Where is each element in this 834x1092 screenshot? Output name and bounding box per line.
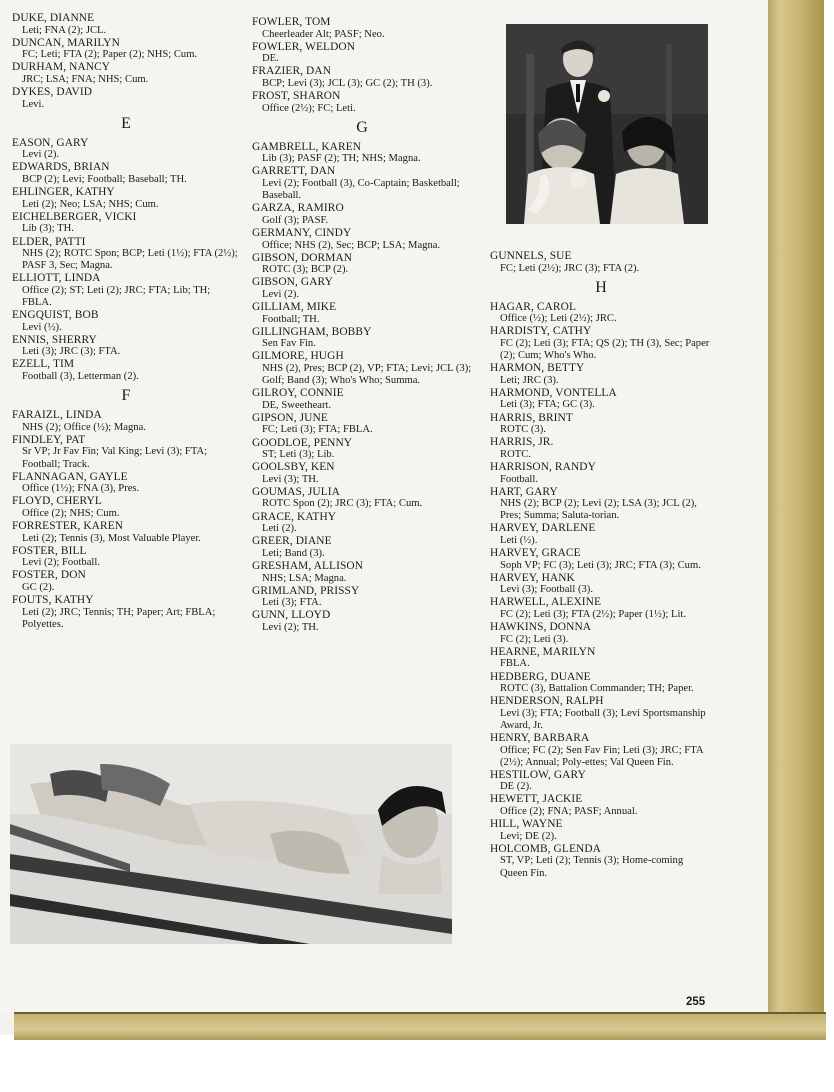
student-activities: ROTC (3). bbox=[500, 424, 546, 436]
student-activities: Levi (3); TH. bbox=[262, 473, 319, 485]
senior-entry bbox=[252, 609, 472, 634]
student-name: EICHELBERGER, VICKI bbox=[12, 210, 137, 223]
senior-entry bbox=[490, 769, 712, 794]
student-activities: Office (2); FNA; PASF; Annual. bbox=[500, 806, 638, 818]
student-name: HARMON, BETTY bbox=[490, 362, 585, 375]
student-name: DURHAM, NANCY bbox=[12, 61, 111, 74]
senior-entry bbox=[490, 325, 712, 362]
senior-entry bbox=[12, 12, 240, 37]
column-1 bbox=[12, 12, 240, 631]
senior-entry bbox=[252, 461, 472, 486]
senior-entry bbox=[490, 547, 712, 572]
student-activities: GC (2). bbox=[22, 581, 55, 593]
student-activities: Levi (2). bbox=[262, 288, 300, 300]
student-activities: Leti; Band (3). bbox=[262, 547, 325, 559]
student-activities: Sen Fav Fin. bbox=[262, 338, 316, 350]
senior-entry bbox=[252, 412, 472, 437]
student-name: HENRY, BARBARA bbox=[490, 731, 590, 744]
student-name: FLOYD, CHERYL bbox=[12, 495, 102, 508]
student-name: HART, GARY bbox=[490, 485, 558, 498]
student-name: HARVEY, HANK bbox=[490, 571, 575, 584]
student-activities: Soph VP; FC (3); Leti (3); JRC; FTA (3); Cum. bbox=[500, 559, 701, 571]
senior-entry bbox=[490, 646, 712, 671]
senior-entry bbox=[490, 486, 712, 523]
student-activities: ROTC (3); BCP (2). bbox=[262, 264, 349, 276]
student-name: HEDBERG, DUANE bbox=[490, 670, 591, 683]
student-activities: Football (3), Letterman (2). bbox=[22, 371, 139, 383]
student-name: HARMOND, VONTELLA bbox=[490, 386, 617, 399]
senior-entry bbox=[12, 434, 240, 471]
student-activities: DE. bbox=[262, 53, 279, 65]
senior-entry bbox=[12, 61, 240, 86]
student-activities: Sr VP; Jr Fav Fin; Val King; Levi (3); FTA; Football; Track. bbox=[22, 446, 208, 470]
student-name: ELDER, PATTI bbox=[12, 235, 86, 248]
section-letter: G bbox=[356, 118, 368, 136]
student-activities: FC; Leti (3); FTA; FBLA. bbox=[262, 424, 373, 436]
student-name: GOODLOE, PENNY bbox=[252, 436, 353, 449]
student-activities: Office (2); NHS; Cum. bbox=[22, 507, 120, 519]
student-name: GRIMLAND, PRISSY bbox=[252, 584, 360, 597]
student-name: HEWETT, JACKIE bbox=[490, 793, 583, 806]
student-name: FARAIZL, LINDA bbox=[12, 409, 102, 422]
student-name: HENDERSON, RALPH bbox=[490, 695, 604, 708]
student-activities: Levi (3); Football (3). bbox=[500, 584, 593, 596]
photo-student-reclining bbox=[10, 744, 452, 944]
senior-entry bbox=[252, 535, 472, 560]
senior-entry bbox=[12, 211, 240, 236]
student-activities: Football; TH. bbox=[262, 313, 320, 325]
student-name: FROST, SHARON bbox=[252, 90, 341, 103]
column-3 bbox=[490, 250, 712, 880]
senior-entry bbox=[490, 250, 712, 275]
senior-entry bbox=[490, 793, 712, 818]
student-activities: Office (1½); FNA (3), Pres. bbox=[22, 483, 140, 495]
column-2 bbox=[252, 16, 472, 634]
student-name: FRAZIER, DAN bbox=[252, 65, 332, 78]
student-activities: Office (2); ST; Leti (2); JRC; FTA; Lib; TH; FBLA. bbox=[22, 284, 211, 308]
student-activities: Leti (3); FTA; GC (3). bbox=[500, 399, 595, 411]
senior-entry bbox=[252, 141, 472, 166]
student-activities: ST; Leti (3); Lib. bbox=[262, 449, 335, 461]
student-name: ELLIOTT, LINDA bbox=[12, 272, 101, 285]
senior-entry bbox=[12, 137, 240, 162]
senior-entry bbox=[12, 186, 240, 211]
section-letter: F bbox=[121, 387, 131, 405]
student-name: FLANNAGAN, GAYLE bbox=[12, 470, 128, 483]
photo-dance-couple bbox=[506, 24, 708, 224]
senior-entry bbox=[490, 522, 712, 547]
student-activities: Leti (2); Tennis (3), Most Valuable Player. bbox=[22, 532, 201, 544]
senior-entry bbox=[12, 37, 240, 62]
senior-entry bbox=[12, 236, 240, 273]
student-activities: ROTC (3), Battalion Commander; TH; Paper. bbox=[500, 683, 694, 695]
student-name: HARDISTY, CATHY bbox=[490, 325, 592, 338]
student-name: HARRIS, JR. bbox=[490, 436, 554, 449]
student-name: DUKE, DIANNE bbox=[12, 12, 95, 24]
senior-entry bbox=[490, 818, 712, 843]
student-activities: FC (2); Leti (3); FTA; QS (2); TH (3), Sec; Paper (2); Cum; Who's Who. bbox=[500, 337, 710, 362]
senior-entry bbox=[12, 161, 240, 186]
student-name: HAWKINS, DONNA bbox=[490, 621, 592, 634]
senior-entry bbox=[12, 520, 240, 545]
student-name: HARRIS, BRINT bbox=[490, 411, 573, 424]
book-gold-edge bbox=[768, 0, 824, 1035]
senior-entry bbox=[490, 671, 712, 696]
senior-entry bbox=[252, 585, 472, 610]
student-name: HARWELL, ALEXINE bbox=[490, 596, 602, 609]
page-number: 255 bbox=[686, 996, 706, 1008]
student-name: HESTILOW, GARY bbox=[490, 768, 586, 781]
student-activities: Levi (2); Football (3), Co-Captain; Basketball; Baseball. bbox=[262, 178, 460, 202]
senior-entry bbox=[12, 594, 240, 631]
senior-entry bbox=[252, 65, 472, 90]
student-name: GRESHAM, ALLISON bbox=[252, 559, 364, 572]
student-name: FOWLER, TOM bbox=[252, 16, 331, 28]
student-name: ENNIS, SHERRY bbox=[12, 333, 97, 346]
senior-entry bbox=[12, 409, 240, 434]
student-activities: Lib (3); PASF (2); TH; NHS; Magna. bbox=[262, 153, 421, 165]
student-name: GILLINGHAM, BOBBY bbox=[252, 325, 372, 338]
student-activities: Leti (3); FTA. bbox=[262, 597, 322, 609]
student-activities: Office; NHS (2), Sec; BCP; LSA; Magna. bbox=[262, 239, 441, 251]
student-activities: FC (2); Leti (3); FTA (2½); Paper (1½); Lit. bbox=[500, 609, 686, 621]
student-activities: Levi; DE (2). bbox=[500, 830, 557, 842]
student-name: EZELL, TIM bbox=[12, 358, 75, 371]
student-name: GARRETT, DAN bbox=[252, 165, 336, 178]
senior-entry bbox=[252, 41, 472, 66]
student-name: GUNN, LLOYD bbox=[252, 609, 331, 622]
senior-entry bbox=[490, 572, 712, 597]
student-name: HAGAR, CAROL bbox=[490, 300, 577, 313]
student-activities: Levi (2); TH. bbox=[262, 621, 319, 633]
student-name: HARVEY, DARLENE bbox=[490, 522, 596, 535]
senior-entry bbox=[12, 358, 240, 383]
student-name: FINDLEY, PAT bbox=[12, 433, 86, 446]
senior-entry bbox=[252, 276, 472, 301]
student-activities: Levi (2). bbox=[22, 149, 60, 161]
student-activities: FC; Leti (2½); JRC (3); FTA (2). bbox=[500, 262, 640, 274]
student-name: GOOLSBY, KEN bbox=[252, 461, 335, 474]
student-activities: Football. bbox=[500, 473, 538, 485]
senior-entry bbox=[252, 350, 472, 387]
student-name: GIBSON, DORMAN bbox=[252, 251, 353, 264]
student-name: FOWLER, WELDON bbox=[252, 40, 356, 53]
senior-entry bbox=[252, 560, 472, 585]
senior-entry bbox=[490, 362, 712, 387]
student-activities: BCP (2); Levi; Football; Baseball; TH. bbox=[22, 174, 187, 186]
senior-entry bbox=[252, 227, 472, 252]
student-name: GARZA, RAMIRO bbox=[252, 202, 344, 215]
student-name: GILLIAM, MIKE bbox=[252, 300, 337, 313]
senior-entry bbox=[252, 90, 472, 115]
student-activities: NHS (2); Office (½); Magna. bbox=[22, 421, 146, 433]
section-letter: H bbox=[595, 278, 607, 296]
senior-entry bbox=[12, 86, 240, 111]
student-name: EASON, GARY bbox=[12, 136, 89, 149]
senior-entry bbox=[252, 202, 472, 227]
senior-entry bbox=[490, 732, 712, 769]
student-activities: JRC; LSA; FNA; NHS; Cum. bbox=[22, 73, 149, 85]
student-name: FOSTER, DON bbox=[12, 569, 86, 582]
student-name: FOSTER, BILL bbox=[12, 544, 87, 557]
senior-entry bbox=[252, 16, 472, 41]
student-name: HILL, WAYNE bbox=[490, 818, 563, 831]
student-activities: Leti (½). bbox=[500, 534, 538, 546]
student-activities: ROTC Spon (2); JRC (3); FTA; Cum. bbox=[262, 498, 423, 510]
senior-entry bbox=[252, 486, 472, 511]
student-activities: NHS; LSA; Magna. bbox=[262, 572, 347, 584]
student-name: HOLCOMB, GLENDA bbox=[490, 842, 601, 855]
student-activities: Leti; FNA (2); JCL. bbox=[22, 24, 107, 36]
student-activities: FC; Leti; FTA (2); Paper (2); NHS; Cum. bbox=[22, 49, 198, 61]
senior-entry bbox=[490, 436, 712, 461]
student-name: HARVEY, GRACE bbox=[490, 547, 581, 560]
student-activities: Leti (2); Neo; LSA; NHS; Cum. bbox=[22, 198, 159, 210]
student-activities: Leti; JRC (3). bbox=[500, 374, 559, 386]
senior-entry bbox=[490, 461, 712, 486]
senior-entry bbox=[252, 437, 472, 462]
student-activities: NHS (2), Pres; BCP (2), VP; FTA; Levi; JCL (3); Golf; Band (3); Who's Who; Summa. bbox=[262, 362, 472, 387]
student-activities: Office; FC (2); Sen Fav Fin; Leti (3); JRC; FTA (2½); Annual; Poly-ettes; Val Queen Fin. bbox=[500, 744, 703, 768]
student-name: GILMORE, HUGH bbox=[252, 350, 344, 363]
senior-entry bbox=[252, 326, 472, 351]
student-activities: FBLA. bbox=[500, 658, 530, 670]
senior-entry bbox=[12, 471, 240, 496]
senior-entry bbox=[252, 252, 472, 277]
student-activities: Cheerleader Alt; PASF; Neo. bbox=[262, 28, 385, 40]
student-activities: Office (2½); FC; Leti. bbox=[262, 102, 356, 114]
student-name: ENGQUIST, BOB bbox=[12, 309, 99, 322]
senior-entry bbox=[252, 165, 472, 202]
student-name: GERMANY, CINDY bbox=[252, 226, 352, 239]
senior-entry bbox=[12, 309, 240, 334]
senior-entry bbox=[12, 545, 240, 570]
senior-entry bbox=[12, 272, 240, 309]
senior-entry bbox=[490, 596, 712, 621]
student-name: DUNCAN, MARILYN bbox=[12, 36, 120, 49]
student-name: GIPSON, JUNE bbox=[252, 411, 328, 424]
senior-entry bbox=[252, 301, 472, 326]
student-name: HEARNE, MARILYN bbox=[490, 645, 596, 658]
student-activities: DE, Sweetheart. bbox=[262, 399, 332, 411]
senior-entry bbox=[252, 511, 472, 536]
student-activities: DE (2). bbox=[500, 781, 532, 793]
student-name: GILROY, CONNIE bbox=[252, 387, 344, 400]
senior-entry bbox=[490, 301, 712, 326]
student-activities: Leti (2); JRC; Tennis; TH; Paper; Art; FBLA; Polyettes. bbox=[22, 606, 216, 630]
student-name: FOUTS, KATHY bbox=[12, 594, 94, 607]
student-name: GRACE, KATHY bbox=[252, 510, 337, 523]
student-activities: ROTC. bbox=[500, 448, 531, 460]
student-activities: Office (½); Leti (2½); JRC. bbox=[500, 313, 617, 325]
book-bottom-edge bbox=[14, 1012, 826, 1040]
student-activities: NHS (2); BCP (2); Levi (2); LSA (3); JCL (2), Pres; Summa; Saluta-torian. bbox=[500, 498, 697, 522]
student-name: GAMBRELL, KAREN bbox=[252, 140, 362, 153]
student-activities: Golf (3); PASF. bbox=[262, 214, 329, 226]
senior-entry bbox=[12, 334, 240, 359]
student-activities: Levi (½). bbox=[22, 321, 62, 333]
student-activities: Leti (2). bbox=[262, 523, 297, 535]
student-name: GOUMAS, JULIA bbox=[252, 485, 340, 498]
student-name: HARRISON, RANDY bbox=[490, 460, 596, 473]
senior-entry bbox=[490, 843, 712, 880]
student-activities: Lib (3); TH. bbox=[22, 223, 74, 235]
senior-entry bbox=[490, 412, 712, 437]
senior-entry bbox=[252, 387, 472, 412]
student-activities: Levi (3); FTA; Football (3); Levi Sportsmanship Award, Jr. bbox=[500, 707, 706, 731]
student-name: GREER, DIANE bbox=[252, 535, 332, 548]
student-activities: BCP; Levi (3); JCL (3); GC (2); TH (3). bbox=[262, 77, 433, 89]
student-name: DYKES, DAVID bbox=[12, 86, 93, 99]
student-name: GIBSON, GARY bbox=[252, 276, 333, 289]
senior-entry bbox=[490, 387, 712, 412]
student-name: FORRESTER, KAREN bbox=[12, 519, 124, 532]
student-activities: Levi (2); Football. bbox=[22, 557, 100, 569]
student-activities: NHS (2); ROTC Spon; BCP; Leti (1½); FTA (2½); PASF 3, Sec; Magna. bbox=[22, 248, 238, 272]
student-name: EDWARDS, BRIAN bbox=[12, 161, 110, 174]
student-activities: ST, VP; Leti (2); Tennis (3); Home-coming Queen Fin. bbox=[500, 855, 684, 879]
student-activities: Leti (3); JRC (3); FTA. bbox=[22, 346, 121, 358]
section-letter: E bbox=[121, 114, 131, 132]
student-name: GUNNELS, SUE bbox=[490, 250, 572, 262]
senior-entry bbox=[490, 621, 712, 646]
senior-entry bbox=[490, 695, 712, 732]
student-activities: FC (2); Leti (3). bbox=[500, 633, 569, 645]
student-activities: Levi. bbox=[22, 98, 45, 110]
senior-entry bbox=[12, 569, 240, 594]
student-name: EHLINGER, KATHY bbox=[12, 186, 115, 199]
senior-entry bbox=[12, 495, 240, 520]
